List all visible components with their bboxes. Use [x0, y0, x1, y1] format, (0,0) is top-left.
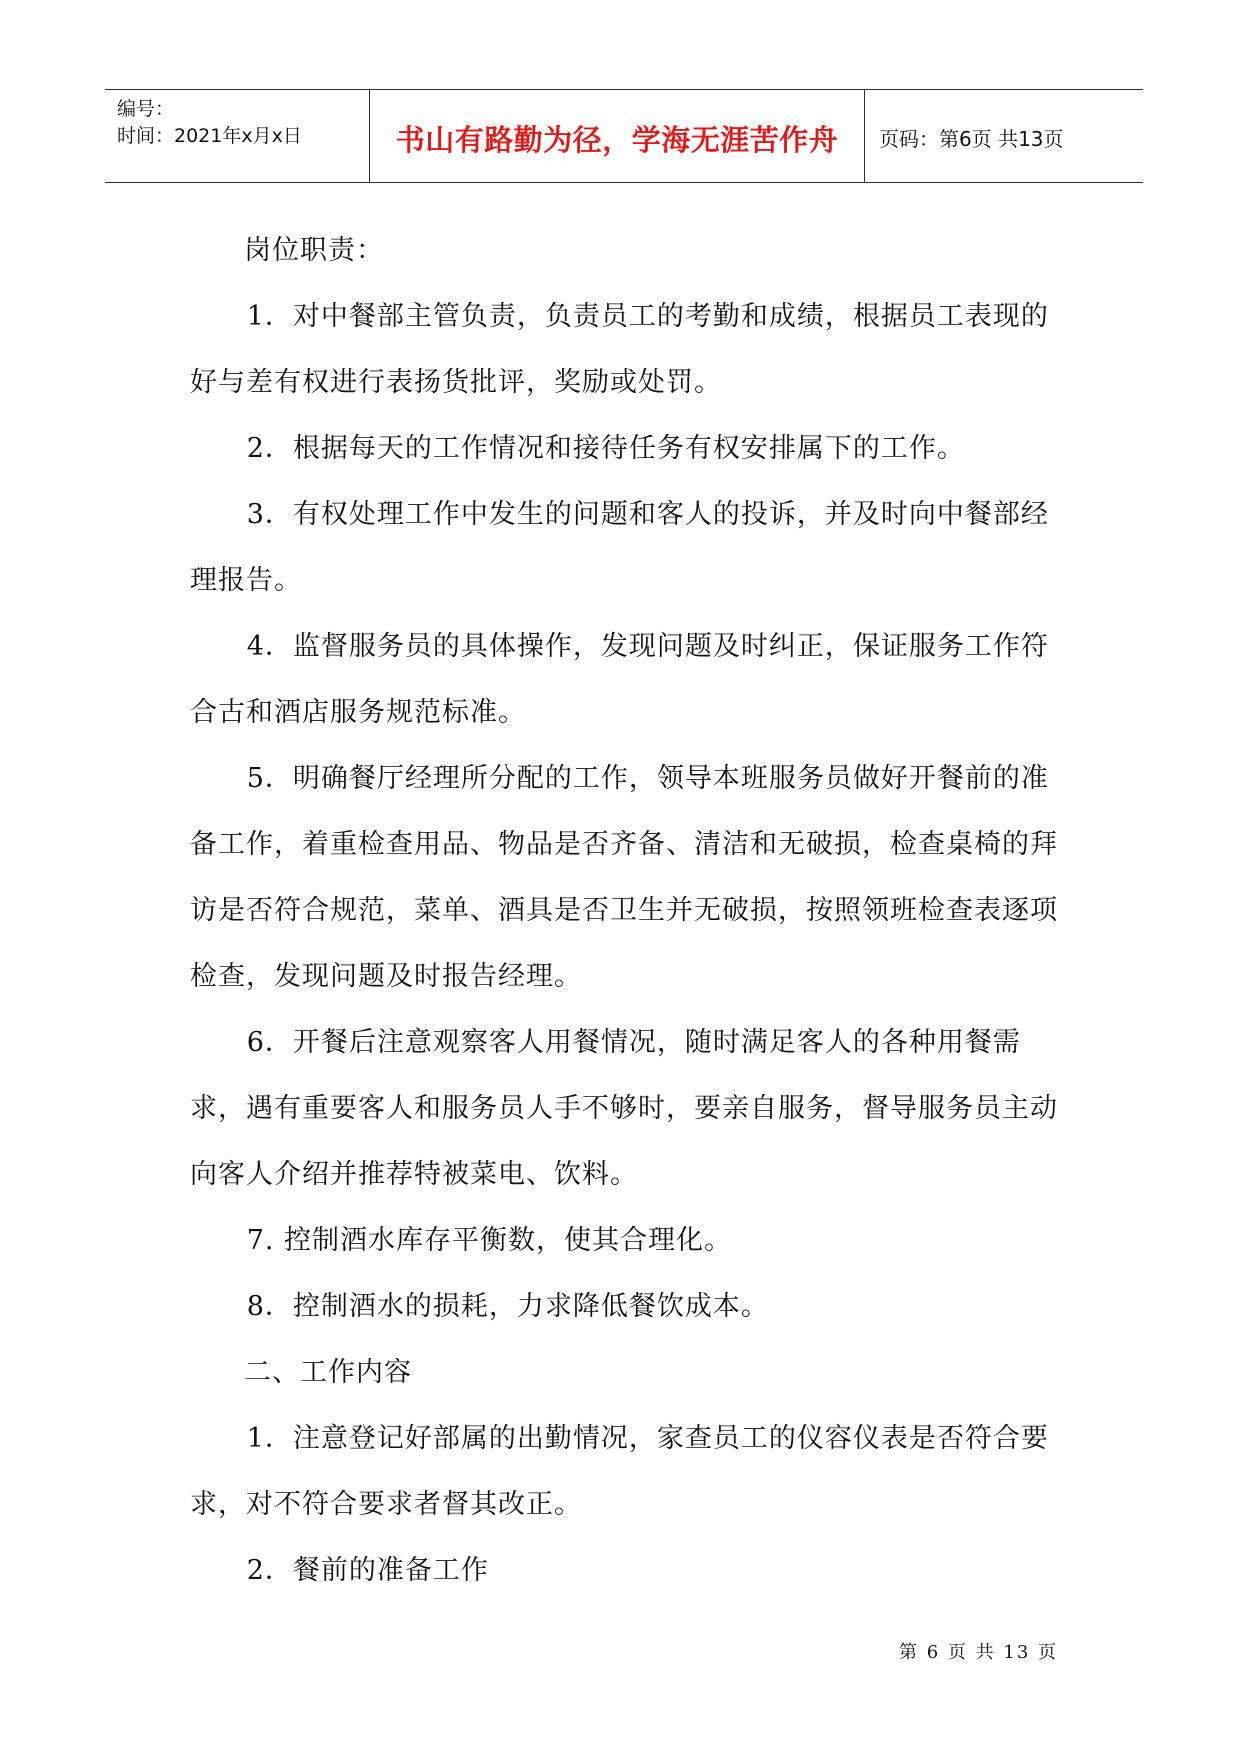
- page-footer: 第 6 页 共 13 页: [899, 1642, 1058, 1663]
- duties-heading: 岗位职责：: [244, 235, 384, 266]
- motto: 书山有路勤为径，学海无涯苦作舟: [395, 123, 839, 157]
- content-item-1: 1．注意登记好部属的出勤情况，家查员工的仪容仪表是否符合要求，对不符合要求者督其改正。: [190, 1423, 1049, 1520]
- header-page-cell: [864, 90, 1143, 182]
- duty-item-3: 3．有权处理工作中发生的问题和客人的投诉，并及时向中餐部经理报告。: [190, 499, 1049, 596]
- duty-item-6: 6．开餐后注意观察客人用餐情况，随时满足客人的各种用餐需求，遇有重要客人和服务员人手不够时，要亲自服务，督导服务员主动向客人介绍并推荐特被菜电、饮料。: [190, 1027, 1058, 1190]
- duty-item-1: 1．对中餐部主管负责，负责员工的考勤和成绩，根据员工表现的好与差有权进行表扬货批评，奖励或处罚。: [190, 301, 1049, 398]
- time-label: 时间：2021年x月x日: [117, 125, 302, 147]
- document-header: [105, 89, 1143, 183]
- duty-item-5: 5．明确餐厅经理所分配的工作，领导本班服务员做好开餐前的准备工作，着重检查用品、物品是否齐备、清洁和无破损，检查桌椅的拜访是否符合规范，菜单、酒具是否卫生并无破损，按照领班检查表逐项检查，发现问题及时报告经理。: [190, 763, 1058, 992]
- page-info: 页码：第6页 共13页: [879, 127, 1064, 151]
- duty-item-8: 8．控制酒水的损耗，力求降低餐饮成本。: [246, 1291, 769, 1322]
- number-label: 编号：: [117, 98, 175, 120]
- content-item-2: 2．餐前的准备工作: [246, 1555, 489, 1586]
- document-body: [190, 218, 1060, 1604]
- header-meta-cell: [105, 90, 369, 182]
- header-motto-cell: [369, 90, 865, 182]
- duty-item-4: 4．监督服务员的具体操作，发现问题及时纠正，保证服务工作符合古和酒店服务规范标准。: [190, 631, 1049, 728]
- duty-item-7: 7. 控制酒水库存平衡数，使其合理化。: [246, 1225, 733, 1256]
- duty-item-2: 2．根据每天的工作情况和接待任务有权安排属下的工作。: [246, 433, 965, 464]
- work-content-heading: 二、工作内容: [244, 1357, 412, 1388]
